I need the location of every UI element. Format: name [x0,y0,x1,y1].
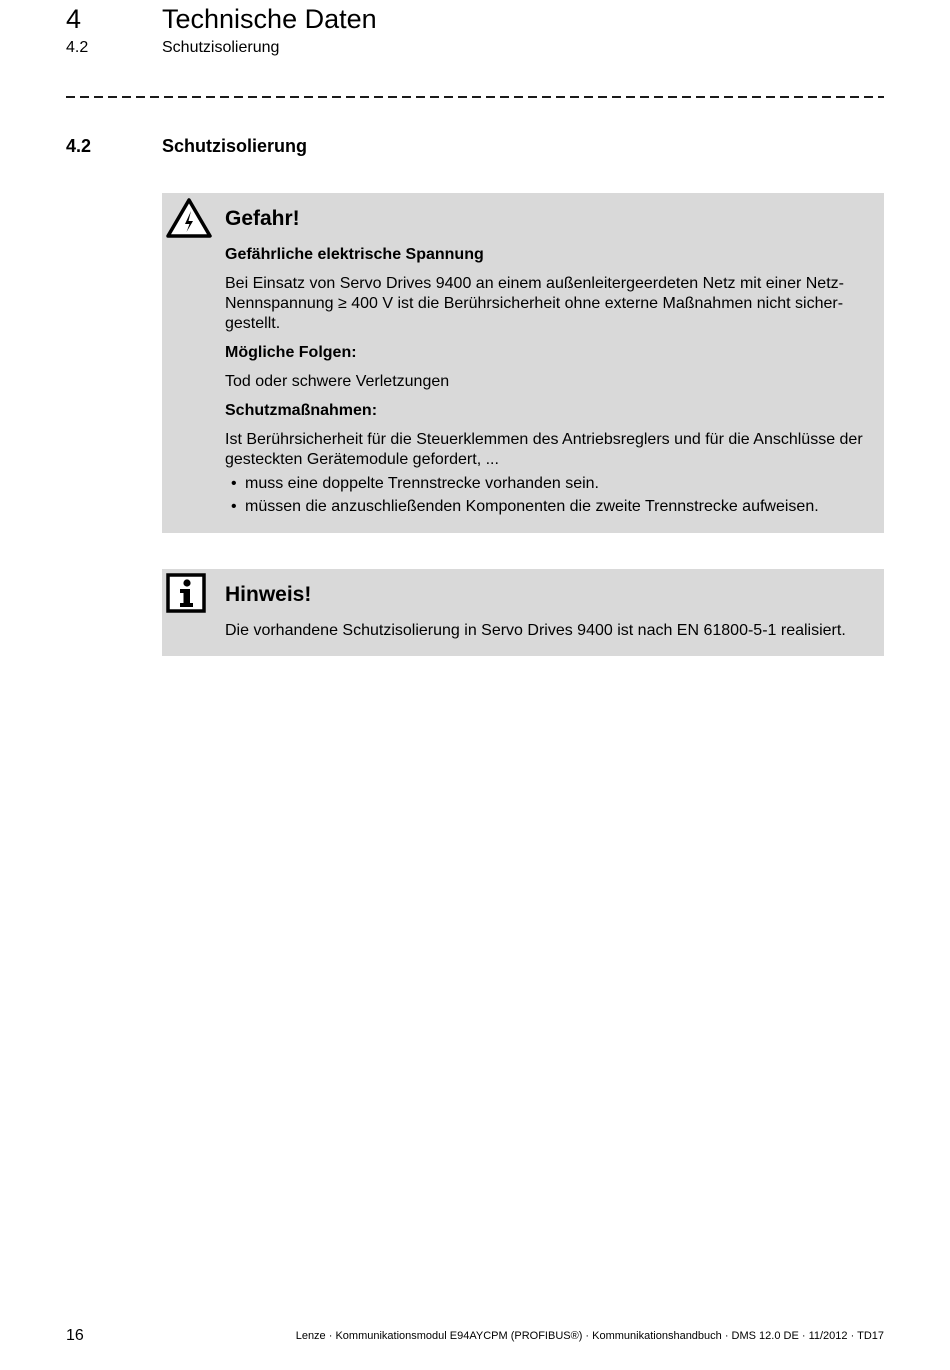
info-icon [166,573,206,613]
bullet-glyph: • [231,475,237,492]
chapter-number: 4 [66,4,82,34]
chapter-title: Technische Daten [162,4,377,34]
high-voltage-warning-icon [166,197,212,239]
measures-intro: Ist Berührsicherheit für die Steuerklemmen des Antriebsreglers und für die Anschlüsse der gesteckten Gerätemodule gefordert, ... [225,431,863,468]
header-divider [66,96,884,98]
section-number: 4.2 [66,136,92,156]
list-item [225,474,873,494]
danger-content [225,205,873,520]
section-title: Schutzisolierung [162,136,308,156]
page-number: 16 [66,1327,84,1344]
measure-text: muss eine doppelte Trennstrecke vorhanden sein. [245,475,599,492]
note-text: Die vorhandene Schutzisolierung in Servo Drives 9400 ist nach EN 61800-5-1 realisiert. [225,622,846,639]
danger-subtitle: Gefährliche elektrische Spannung [225,246,484,263]
note-heading: Hinweis! [225,583,312,606]
header-section-number: 4.2 [66,39,89,56]
note-content [225,581,873,650]
footer-text: Lenze · Kommunikationsmodul E94AYCPM (PROFIBUS®) · Kommunikationshandbuch · DMS 12.0 DE · 11/2012 · TD17 [295,1330,884,1342]
bullet-glyph: • [231,498,237,515]
consequences-text: Tod oder schwere Verletzungen [225,373,450,390]
measures-label: Schutzmaßnahmen: [225,402,378,419]
header-section-title: Schutzisolierung [162,39,280,56]
danger-heading: Gefahr! [225,207,300,230]
consequences-label: Mögliche Folgen: [225,344,357,361]
list-item [225,497,873,517]
danger-description: Bei Einsatz von Servo Drives 9400 an einem außenleitergeerdeten Netz mit einer Netz-Nennspannung ≥ 400 V ist die Berührsicherheit ohne externe Maßnahmen nicht sicher-gestellt. [225,275,844,332]
measures-list [225,474,873,517]
measure-text: müssen die anzuschließenden Komponenten die zweite Trennstrecke aufweisen. [245,498,819,515]
